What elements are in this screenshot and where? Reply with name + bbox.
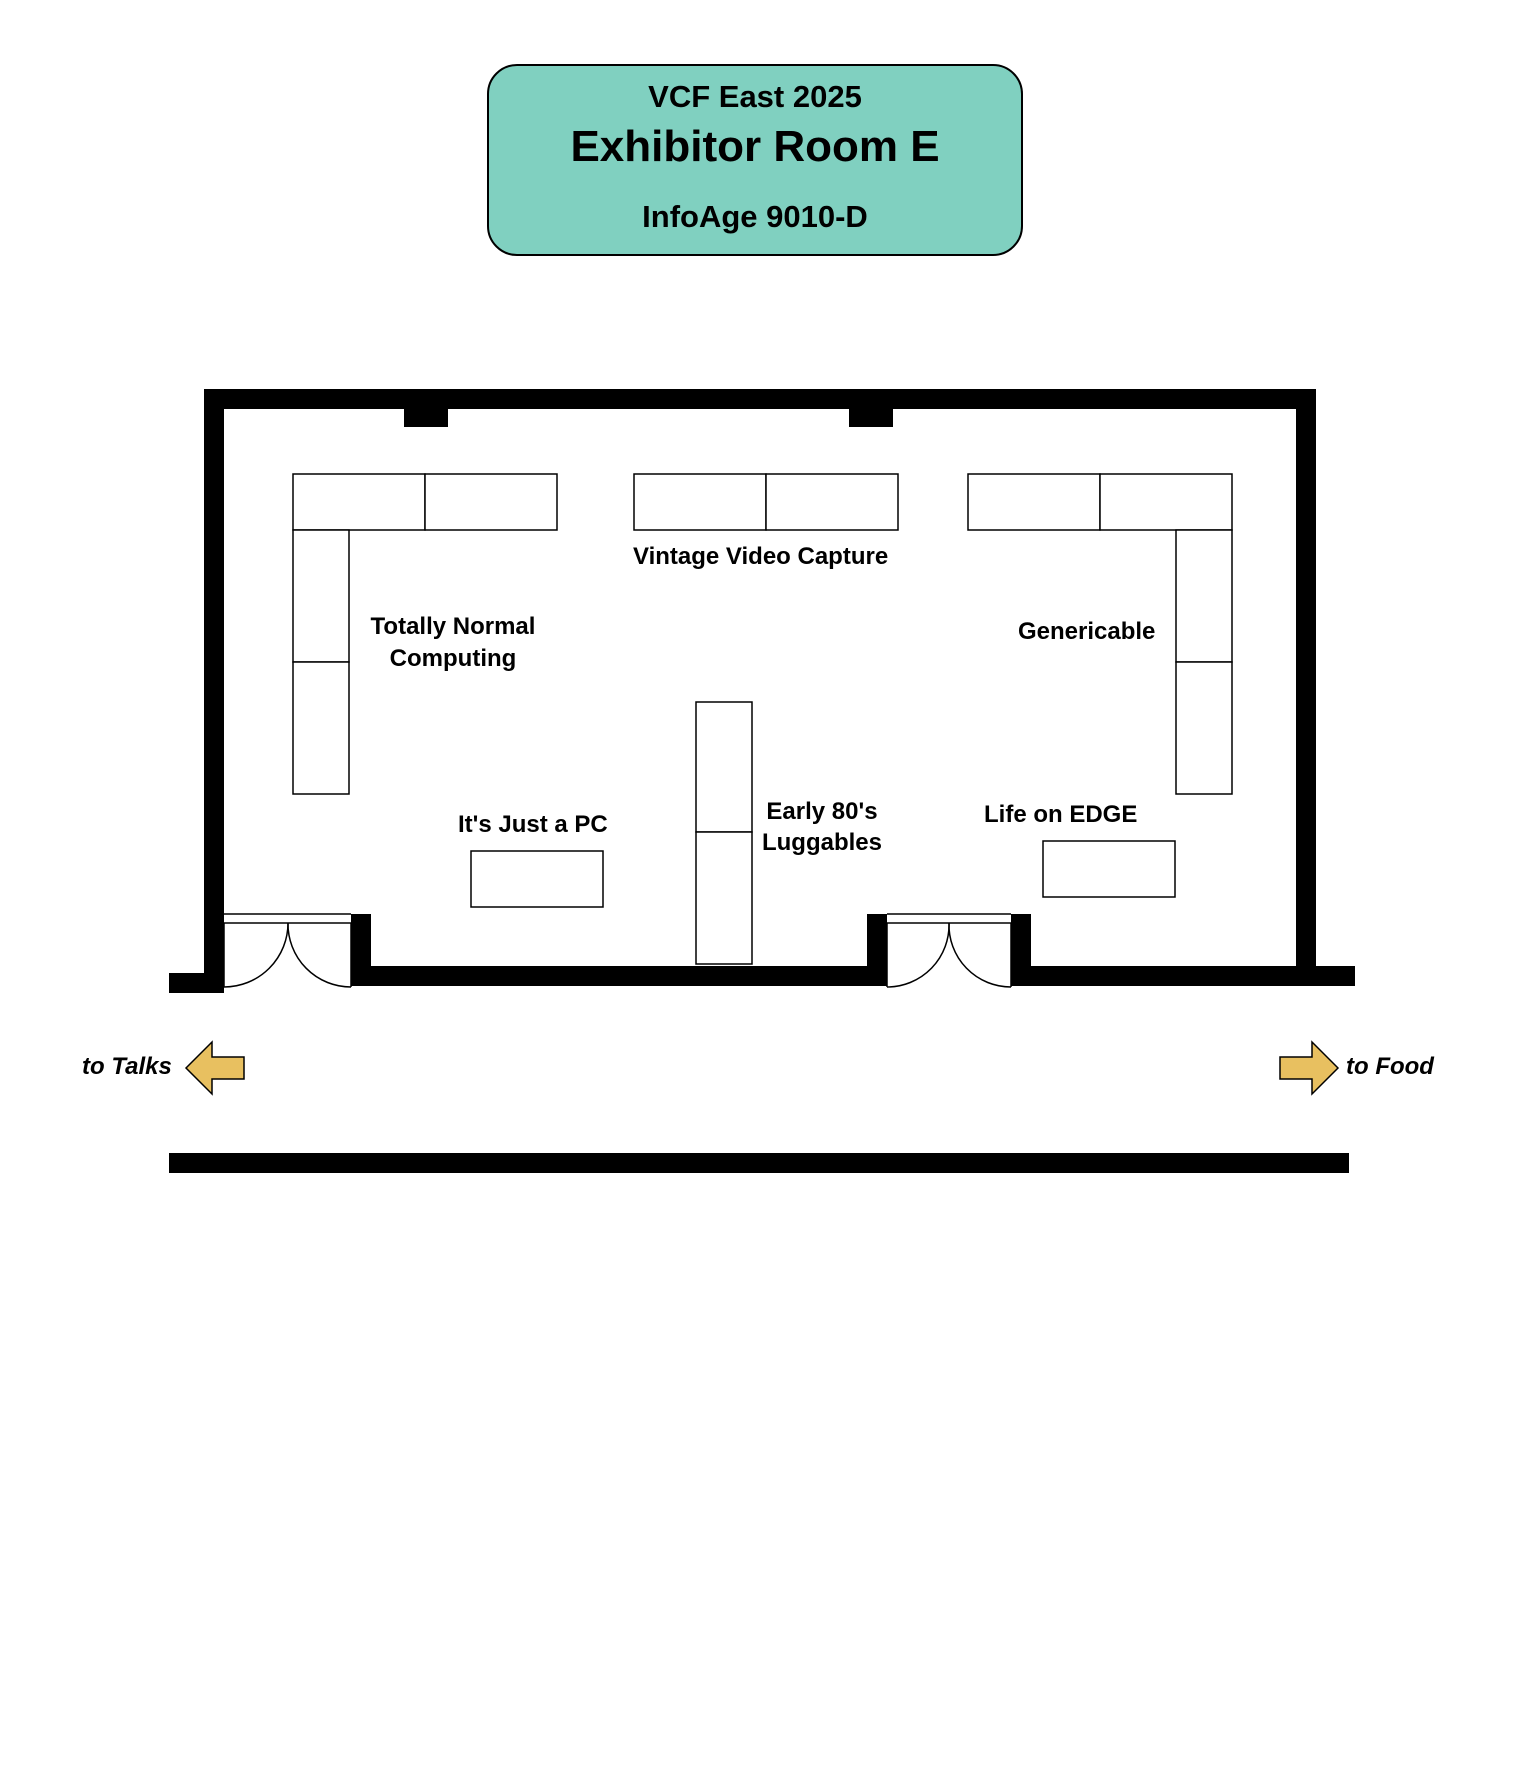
column-right (849, 407, 893, 427)
table-tnc-side-1 (293, 530, 349, 662)
table-vvc-1 (634, 474, 766, 530)
table-gen-side-1 (1176, 530, 1232, 662)
table-lug-2 (696, 832, 752, 964)
table-tnc-top-2 (425, 474, 557, 530)
room-title: Exhibitor Room E (570, 122, 940, 171)
bottom-wall-middle (351, 966, 887, 986)
table-gen-top-1 (968, 474, 1100, 530)
table-gen-side-2 (1176, 662, 1232, 794)
table-vvc-2 (766, 474, 898, 530)
right-arrow-icon (1280, 1042, 1338, 1094)
left-wall (204, 389, 224, 991)
table-lug-1 (696, 702, 752, 832)
exhibit-label-life-on-edge: Life on EDGE (984, 801, 1138, 828)
table-edge (1043, 841, 1175, 897)
exhibit-label-vintage-video-capture: Vintage Video Capture (633, 543, 889, 570)
table-tnc-top-1 (293, 474, 425, 530)
direction-label-talks: to Talks (82, 1053, 172, 1080)
door-right (887, 914, 1011, 987)
column-left (404, 407, 448, 427)
bottom-wall-right (1011, 966, 1355, 986)
table-tnc-side-2 (293, 662, 349, 794)
direction-label-food: to Food (1346, 1053, 1434, 1080)
top-wall (204, 389, 1316, 409)
table-gen-top-2 (1100, 474, 1232, 530)
bottom-wall-jamb-2 (867, 914, 887, 986)
exhibit-label-its-just-a-pc: It's Just a PC (458, 811, 608, 838)
right-wall (1296, 389, 1316, 973)
bottom-wall-stub-left (169, 973, 224, 993)
door-left (224, 914, 351, 987)
event-name: VCF East 2025 (648, 79, 862, 114)
left-arrow-icon (186, 1042, 244, 1094)
hallway-wall (169, 1153, 1349, 1173)
table-ijpc (471, 851, 603, 907)
building-name: InfoAge 9010-D (642, 199, 868, 234)
exhibit-label-early-80s-luggables: Early 80's Luggables (761, 798, 882, 856)
exhibit-label-totally-normal-computing: Totally Normal Computing (370, 613, 536, 672)
exhibit-label-genericable: Genericable (1018, 618, 1156, 645)
